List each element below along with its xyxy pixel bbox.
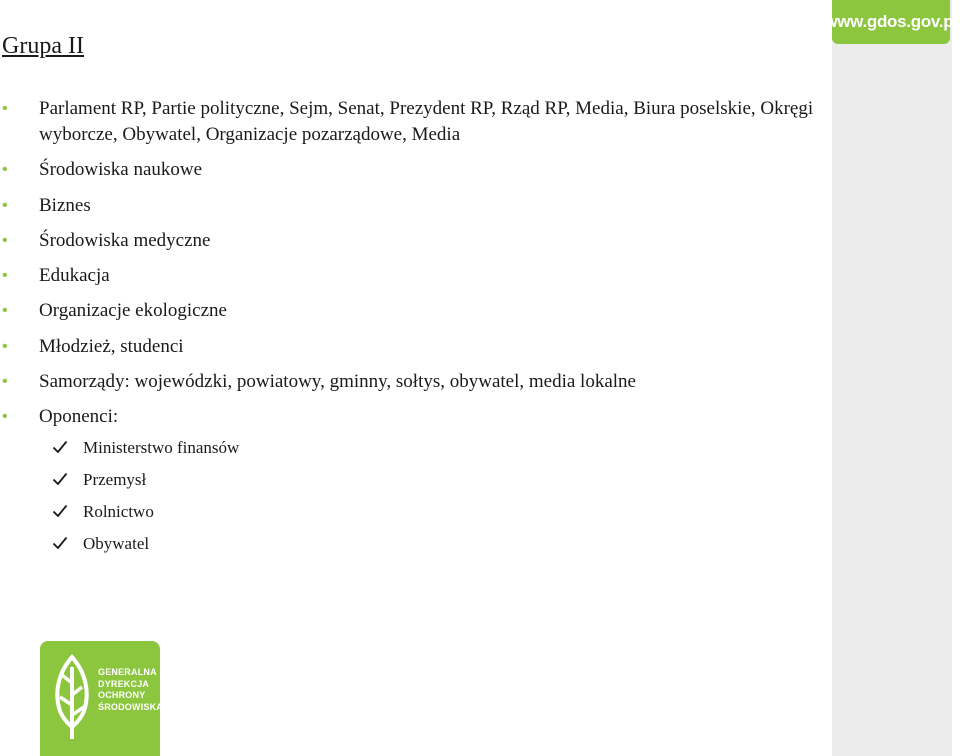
sub-list-item-text: Ministerstwo finansów <box>83 438 240 458</box>
bullet-dot-icon: • <box>2 408 8 426</box>
bullet-dot-icon: • <box>2 373 8 391</box>
bullet-dot-icon: • <box>2 161 8 179</box>
list-item <box>0 334 820 360</box>
list-item-text: Oponenci: <box>39 406 119 428</box>
sub-list-item <box>39 438 820 458</box>
list-item <box>0 298 820 324</box>
bullet-list <box>0 96 820 566</box>
bullet-dot-icon: • <box>2 267 8 285</box>
gdos-logo <box>40 641 163 756</box>
list-item-text: Edukacja <box>39 265 110 287</box>
list-item <box>0 228 820 254</box>
list-item <box>0 404 820 554</box>
bullet-dot-icon: • <box>2 337 8 355</box>
list-item <box>0 193 820 219</box>
bullet-dot-icon: • <box>2 302 8 320</box>
opponents-sublist <box>39 438 820 554</box>
list-item-text: Młodzież, studenci <box>39 335 184 357</box>
sub-list-item-text: Przemysł <box>83 470 147 490</box>
list-item <box>0 369 820 395</box>
list-item-text: Biznes <box>39 194 91 216</box>
logo-wordmark <box>98 667 163 713</box>
website-url-badge[interactable]: www.gdos.gov.pl <box>832 0 950 44</box>
checkmark-icon <box>52 535 68 551</box>
logo-line: DYREKCJA <box>98 678 150 689</box>
sub-list-item <box>39 534 820 554</box>
sub-list-item-text: Obywatel <box>83 534 150 554</box>
leaf-logo-icon <box>50 653 94 741</box>
slide-title: Grupa II <box>2 33 84 59</box>
list-item-text: Samorządy: wojewódzki, powiatowy, gminny, sołtys, obywatel, media lokalne <box>39 371 636 393</box>
bullet-dot-icon: • <box>2 196 8 214</box>
logo-line: GENERALNA <box>98 667 157 677</box>
sub-list-item <box>39 470 820 490</box>
list-item-text: Środowiska medyczne <box>39 229 211 251</box>
bullet-dot-icon: • <box>2 231 8 249</box>
checkmark-icon <box>52 503 68 519</box>
logo-line: ŚRODOWISKA <box>98 701 163 712</box>
side-band <box>832 0 952 756</box>
sub-list-item-text: Rolnictwo <box>83 502 154 522</box>
logo-line: OCHRONY <box>98 690 146 700</box>
bullet-dot-icon: • <box>2 100 8 117</box>
list-item-text: Środowiska naukowe <box>39 159 203 181</box>
list-item <box>0 157 820 183</box>
list-item-text: Parlament RP, Partie polityczne, Sejm, Senat, Prezydent RP, Rząd RP, Media, Biura poselskie, Okręgi wyborcze, Obywatel, Organizacje pozarządowe, Media <box>39 98 814 145</box>
checkmark-icon <box>52 471 68 487</box>
list-item-text: Organizacje ekologiczne <box>39 300 227 322</box>
list-item <box>0 96 820 148</box>
sub-list-item <box>39 502 820 522</box>
list-item <box>0 263 820 289</box>
checkmark-icon <box>52 439 68 455</box>
